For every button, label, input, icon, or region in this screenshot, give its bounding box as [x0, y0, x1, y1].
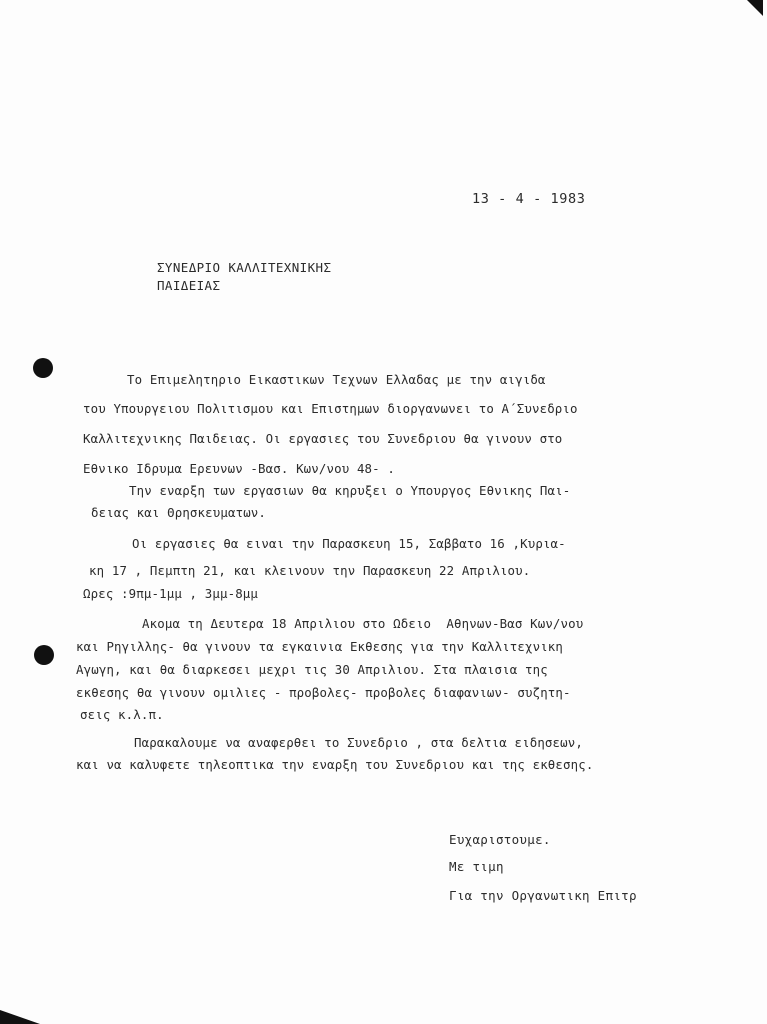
- body-line: εκθεσης θα γινουν ομιλιες - προβολες- προβολες διαφανιων- συζητη-: [76, 685, 571, 700]
- body-line: Παρακαλουμε να αναφερθει το Συνεδριο , στα δελτια ειδησεων,: [134, 735, 583, 750]
- body-line: Ωρες :9πμ-1μμ , 3μμ-8μμ: [83, 586, 259, 601]
- closing-line: Ευχαριστουμε.: [449, 832, 551, 847]
- heading-line: ΠΑΙΔΕΙΑΣ: [157, 278, 221, 293]
- body-line: Ακομα τη Δευτερα 18 Απριλιου στο Ωδειο Αθηνων-Βασ Κων/νου: [142, 616, 584, 631]
- body-line: σεις κ.λ.π.: [80, 707, 164, 722]
- body-line: Την εναρξη των εργασιων θα κηρυξει ο Υπουργος Εθνικης Παι-: [129, 483, 571, 498]
- closing-line: Για την Οργανωτικη Επιτρ: [449, 888, 637, 903]
- body-line: Καλλιτεχνικης Παιδειας. Οι εργασιες του Συνεδριου θα γινουν στο: [83, 431, 563, 446]
- scan-corner-mark: [747, 0, 763, 16]
- body-line: και Ρηγιλλης- θα γινουν τα εγκαινια Εκθεσης για την Καλλιτεχνικη: [76, 639, 564, 654]
- letter-date: 13 - 4 - 1983: [472, 191, 586, 207]
- body-line: κη 17 , Πεμπτη 21, και κλεινουν την Παρασκευη 22 Απριλιου.: [89, 563, 531, 578]
- scan-corner-mark: [0, 1010, 40, 1024]
- body-line: Το Επιμελητηριο Εικαστικων Τεχνων Ελλαδας με την αιγιδα: [127, 372, 546, 387]
- punch-hole: [34, 645, 54, 665]
- body-line: Αγωγη, και θα διαρκεσει μεχρι τις 30 Απριλιου. Στα πλαισια της: [76, 662, 548, 677]
- body-line: Εθνικο Ιδρυμα Ερευνων -Βασ. Κων/νου 48- .: [83, 461, 396, 476]
- letter-heading: [157, 259, 331, 295]
- closing-line: Με τιμη: [449, 859, 504, 874]
- body-line: Οι εργασιες θα ειναι την Παρασκευη 15, Σαββατο 16 ,Κυρια-: [132, 536, 566, 551]
- heading-line: ΣΥΝΕΔΡΙΟ ΚΑΛΛΙΤΕΧΝΙΚΗΣ: [157, 260, 332, 275]
- body-line: και να καλυφετε τηλεοπτικα την εναρξη του Συνεδριου και της εκθεσης.: [76, 757, 594, 772]
- punch-hole: [33, 358, 53, 378]
- body-line: του Υπουργειου Πολιτισμου και Επιστημων διοργανωνει το Α΄Συνεδριο: [83, 401, 578, 416]
- body-line: δειας και Θρησκευματων.: [91, 505, 267, 520]
